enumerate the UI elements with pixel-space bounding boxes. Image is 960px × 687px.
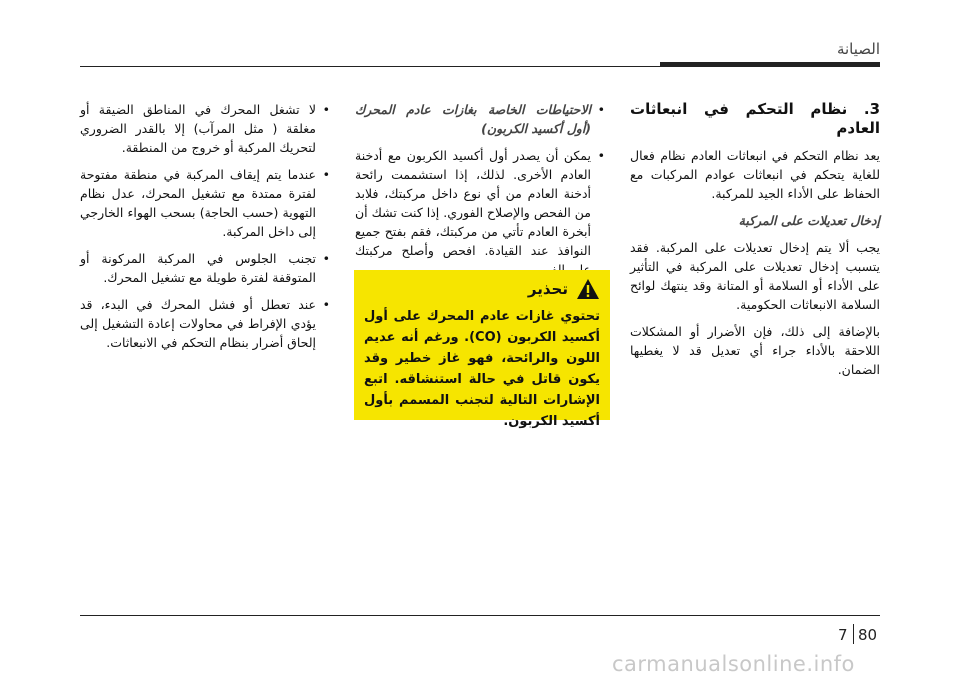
modifications-paragraph-2: بالإضافة إلى ذلك، فإن الأضرار أو المشكلات اللاحقة بالأداء جراء أي تعديل قد لا يغطيها الضمان.	[630, 324, 880, 377]
watermark: carmanualsonline.info	[612, 652, 855, 676]
warning-box	[354, 270, 610, 429]
header-rule	[80, 66, 880, 67]
chapter-number: 7	[838, 626, 848, 644]
list-item: • عند تعطل أو فشل المحرك في البدء، قد يؤدي الإفراط في محاولات إعادة التشغيل إلى إلحاق أضرار بنظام التحكم في الانبعاثات.	[80, 295, 330, 352]
modifications-subheading: إدخال تعديلات على المركبة	[738, 213, 880, 228]
page-number: 80	[858, 626, 878, 644]
warning-title: تحذير	[527, 280, 568, 298]
exhaust-subheading: • الاحتياطات الخاصة بغازات عادم المحرك (أول أكسيد الكربون)	[355, 102, 591, 136]
middle-bullet-list	[355, 100, 605, 279]
list-item: • عندما يتم إيقاف المركبة في منطقة مفتوحة لفترة ممتدة مع تشغيل المحرك، عدل نظام التهوية (حسب الحاجة) بسحب الهواء الخارجي إلى داخل المركبة.	[80, 165, 330, 241]
list-item: • يمكن أن يصدر أول أكسيد الكربون مع أدخنة العادم الأخرى. لذلك، إذا استشممت رائحة أدخنة العادم من أي نوع داخل مركبتك، فلابد من الفحص والإصلاح الفوري. إذا كنت تشك أن أبخرة العادم تأتي من مركبتك، فقم بفتح جميع النوافذ عند القيادة. افحص وأصلح مركبتك	[355, 146, 605, 279]
footer-rule	[80, 615, 880, 616]
warning-triangle-icon	[576, 278, 600, 300]
list-item: • لا تشغل المحرك في المناطق الضيقة أو مغلقة ( مثل المرآب) إلا بالقدر الضروري لتحريك المركبة أو خروج من المنطقة.	[80, 100, 330, 157]
modifications-paragraph-1: يجب ألا يتم إدخال تعديلات على المركبة. فقد يتسبب إدخال تعديلات على المركبة في التأثير على الأداء أو السلامة أو المتانة وقد ينتهك لوائح السلامة الانبعاثات الحكومية.	[630, 240, 880, 312]
right-column	[630, 100, 880, 387]
left-bullet-list	[80, 100, 330, 352]
left-column	[80, 100, 330, 360]
list-item: • تجنب الجلوس في المركبة المركونة أو المتوقفة لفترة طويلة مع تشغيل المحرك.	[80, 249, 330, 287]
page-number-divider	[853, 624, 854, 644]
middle-column	[355, 100, 605, 287]
warning-text: تحتوي غازات عادم المحرك على أول أكسيد الكربون (CO). ورغم أنه عديم اللون والرائحة، فهو غاز خطير وقد يكون قاتل في حالة استنشاقه. اتبع الإشارات التالية لتجنب المسمم بأول أكسيد الكربون.	[364, 309, 600, 429]
section-heading: 3. نظام التحكم في انبعاثات العادم	[630, 100, 880, 137]
list-item	[355, 100, 605, 138]
warning-title-row	[364, 278, 600, 300]
header-title: الصيانة	[836, 40, 880, 58]
intro-paragraph: يعد نظام التحكم في انبعاثات العادم نظام فعال للغاية يتحكم في انبعاثات عوادم المركبات مع الحفاظ على الأداء الجيد للمركبة.	[630, 148, 880, 201]
